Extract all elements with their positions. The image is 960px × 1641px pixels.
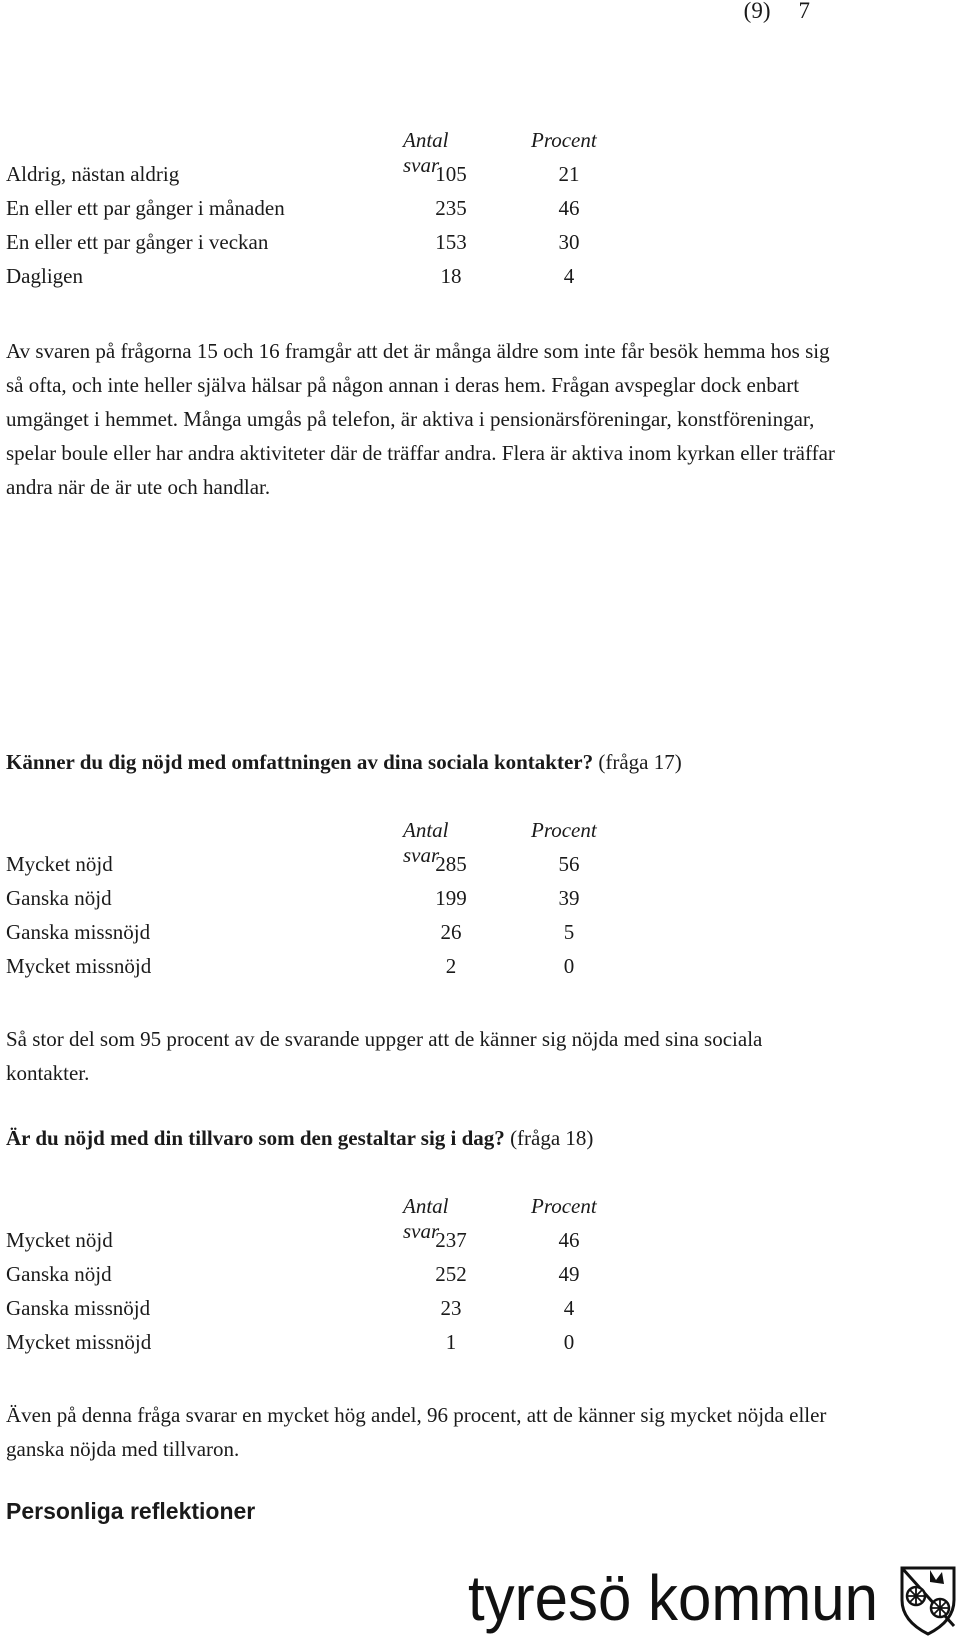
- column-header-procent: Procent: [531, 128, 597, 152]
- row-antal: 2: [445, 954, 457, 978]
- question-18-ref: (fråga 18): [504, 1126, 594, 1150]
- row-label: Ganska missnöjd: [6, 1296, 151, 1320]
- paragraph-life-summary: Även på denna fråga svarar en mycket hög andel, 96 procent, att de känner sig mycket nöjda eller ganska nöjda med tillvaron.: [6, 1403, 827, 1461]
- section-heading: Personliga reflektioner: [6, 1498, 256, 1524]
- coat-of-arms-icon: [902, 1568, 954, 1634]
- row-procent: 0: [563, 954, 575, 978]
- tyreso-kommun-logo: [468, 1560, 958, 1636]
- row-procent: 5: [563, 920, 575, 944]
- column-header-antal: Antal svar: [403, 1194, 449, 1243]
- row-label: Mycket nöjd: [6, 852, 113, 876]
- row-procent: 56: [558, 852, 580, 876]
- row-label: Aldrig, nästan aldrig: [6, 162, 180, 186]
- row-antal: 199: [435, 886, 467, 910]
- row-procent: 4: [563, 264, 575, 288]
- row-label: Mycket nöjd: [6, 1228, 113, 1252]
- column-header-procent: Procent: [531, 818, 597, 842]
- row-procent: 46: [558, 1228, 580, 1252]
- row-procent: 49: [558, 1262, 580, 1286]
- row-procent: 46: [558, 196, 580, 220]
- row-antal: 18: [440, 264, 462, 288]
- page-number: [744, 0, 810, 24]
- row-antal: 252: [435, 1262, 467, 1286]
- row-label: Ganska missnöjd: [6, 920, 151, 944]
- row-label: En eller ett par gånger i månaden: [6, 196, 285, 220]
- row-label: En eller ett par gånger i veckan: [6, 230, 269, 254]
- row-procent: 0: [563, 1330, 575, 1354]
- row-antal: 285: [435, 852, 467, 876]
- row-antal: 153: [435, 230, 467, 254]
- logo-text: tyresö kommun: [468, 1562, 878, 1634]
- row-antal: 26: [440, 920, 462, 944]
- question-17: [6, 750, 682, 775]
- question-17-text: Känner du dig nöjd med omfattningen av dina sociala kontakter?: [6, 750, 594, 774]
- column-header-antal: Antal svar: [403, 128, 449, 177]
- row-label: Dagligen: [6, 264, 83, 288]
- row-antal: 23: [440, 1296, 462, 1320]
- row-label: Ganska nöjd: [6, 1262, 112, 1286]
- question-18-text: Är du nöjd med din tillvaro som den gestaltar sig i dag?: [6, 1126, 505, 1150]
- row-procent: 30: [558, 230, 580, 254]
- row-antal: 1: [445, 1330, 457, 1354]
- row-label: Mycket missnöjd: [6, 954, 152, 978]
- column-header-procent: Procent: [531, 1194, 597, 1218]
- paragraph-contacts-summary: Så stor del som 95 procent av de svarande uppger att de känner sig nöjda med sina sociala kontakter.: [6, 1027, 763, 1085]
- column-header-antal: Antal svar: [403, 818, 449, 867]
- row-antal: 105: [435, 162, 467, 186]
- page-number-value: 7: [798, 0, 810, 23]
- row-label: Mycket missnöjd: [6, 1330, 152, 1354]
- page-number-paren: (9): [743, 0, 771, 23]
- question-18: [6, 1126, 593, 1151]
- paragraph-social-contacts: Av svaren på frågorna 15 och 16 framgår att det är många äldre som inte får besök hemma hos sig så ofta, och inte heller själva hälsar på någon annan i deras hem. Frågan avspeglar dock enbart umgänget i hemmet. Många umgås på telefon, är aktiva i pensionärsföreningar, konstföreningar, spelar boule eller har andra aktiviteter där de träffar andra. Flera är aktiva inom kyrkan eller träffar andra när de är ute och handlar.: [6, 339, 835, 499]
- row-antal: 235: [435, 196, 467, 220]
- row-procent: 21: [558, 162, 580, 186]
- row-procent: 39: [558, 886, 580, 910]
- row-procent: 4: [563, 1296, 575, 1320]
- row-antal: 237: [435, 1228, 467, 1252]
- question-17-ref: (fråga 17): [593, 750, 682, 774]
- row-label: Ganska nöjd: [6, 886, 112, 910]
